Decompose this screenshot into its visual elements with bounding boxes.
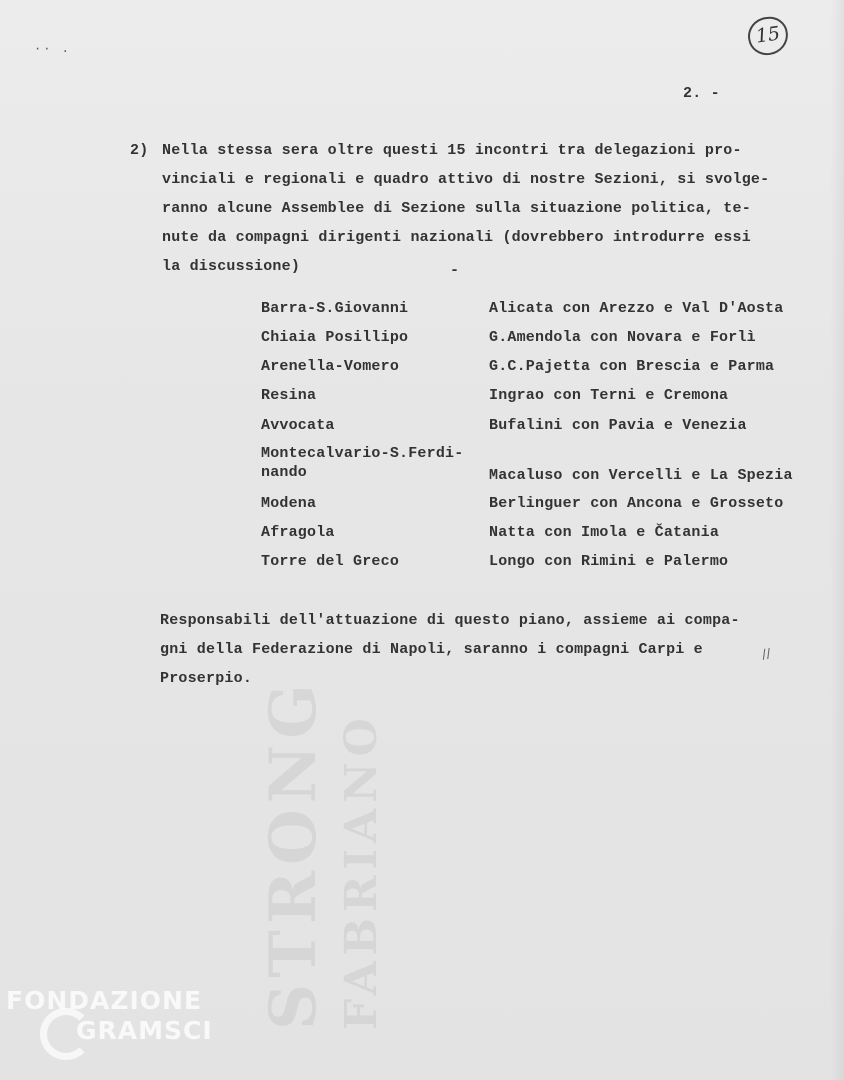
page-edge-shadow bbox=[830, 0, 844, 1080]
section-name: Resina bbox=[261, 387, 317, 404]
page-number: 2. - bbox=[683, 85, 720, 102]
paragraph-line: vinciali e regionali e quadro attivo di nostre Sezioni, si svolge- bbox=[162, 171, 770, 188]
assigned-leaders: Macaluso con Vercelli e La Spezia bbox=[489, 467, 793, 484]
scan-specks: ·· . bbox=[34, 42, 71, 56]
logo-word-gramsci: GRAMSCI bbox=[76, 1016, 213, 1045]
paragraph-marker: 2) bbox=[130, 142, 149, 159]
paragraph-line: Nella stessa sera oltre questi 15 incontri tra delegazioni pro- bbox=[162, 142, 742, 159]
handwritten-annotation: // bbox=[760, 646, 773, 663]
dash-mark: - bbox=[450, 262, 460, 279]
assigned-leaders: Ingrao con Terni e Cremona bbox=[489, 387, 729, 404]
paper-watermark-mill: FABRIANO bbox=[336, 712, 387, 1030]
assigned-leaders: Natta con Imola e Čatania bbox=[489, 524, 720, 541]
section-name: Montecalvario-S.Ferdi- bbox=[261, 445, 464, 462]
fondazione-gramsci-logo bbox=[6, 986, 216, 1076]
paragraph-line: nute da compagni dirigenti nazionali (dovrebbero introdurre essi bbox=[162, 229, 751, 246]
paper-watermark-brand: STRONG bbox=[256, 678, 331, 1030]
section-name: Afragola bbox=[261, 524, 335, 541]
paragraph-line: ranno alcune Assemblee di Sezione sulla situazione politica, te- bbox=[162, 200, 751, 217]
paragraph-line: Proserpio. bbox=[160, 670, 253, 687]
assigned-leaders: Alicata con Arezzo e Val D'Aosta bbox=[489, 300, 784, 317]
assigned-leaders: G.Amendola con Novara e Forlì bbox=[489, 329, 756, 346]
paragraph-line: la discussione) bbox=[162, 258, 301, 275]
assigned-leaders: Berlinguer con Ancona e Grosseto bbox=[489, 495, 784, 512]
paragraph-line: Responsabili dell'attuazione di questo piano, assieme ai compa- bbox=[160, 612, 740, 629]
folio-number-text: 15 bbox=[754, 22, 782, 48]
section-name: Modena bbox=[261, 495, 317, 512]
section-name-continued: nando bbox=[261, 464, 308, 481]
section-name: Avvocata bbox=[261, 417, 335, 434]
section-name: Arenella-Vomero bbox=[261, 358, 400, 375]
paragraph-line: gni della Federazione di Napoli, saranno i compagni Carpi e bbox=[160, 641, 703, 658]
logo-word-fondazione: FONDAZIONE bbox=[6, 986, 203, 1015]
assigned-leaders: Bufalini con Pavia e Venezia bbox=[489, 417, 747, 434]
assigned-leaders: Longo con Rimini e Palermo bbox=[489, 553, 729, 570]
handwritten-folio-number bbox=[746, 14, 791, 57]
assigned-leaders: G.C.Pajetta con Brescia e Parma bbox=[489, 358, 775, 375]
section-name: Barra-S.Giovanni bbox=[261, 300, 409, 317]
section-name: Torre del Greco bbox=[261, 553, 400, 570]
section-name: Chiaia Posillipo bbox=[261, 329, 409, 346]
